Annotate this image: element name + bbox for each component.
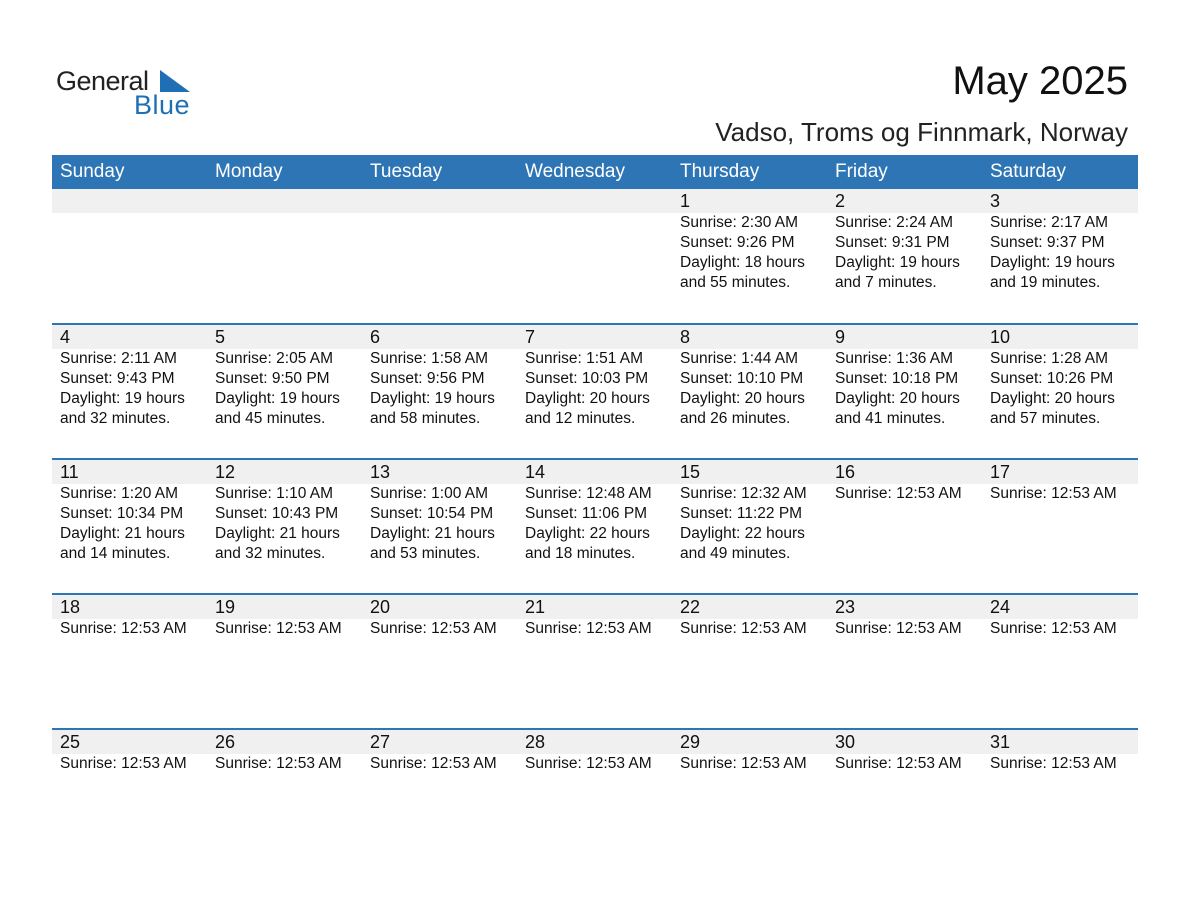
day-info-line: Sunrise: 1:20 AM — [60, 485, 179, 502]
day-cell — [827, 189, 982, 293]
day-info-line: Daylight: 19 hours — [835, 254, 960, 271]
day-number — [60, 189, 207, 213]
day-info-line: Sunset: 10:54 PM — [370, 505, 494, 522]
day-cell — [672, 595, 827, 639]
day-cell — [52, 595, 207, 639]
day-info-line: Sunset: 9:26 PM — [680, 234, 795, 251]
day-info-line: and 45 minutes. — [215, 410, 326, 427]
day-info-line: Daylight: 20 hours — [525, 390, 650, 407]
day-number: 7 — [525, 327, 536, 347]
day-number: 27 — [370, 732, 391, 752]
day-info-line: Sunrise: 1:51 AM — [525, 350, 644, 367]
day-info-line: and 14 minutes. — [60, 545, 171, 562]
day-info-line: Sunrise: 1:36 AM — [835, 350, 954, 367]
day-cell — [982, 460, 1138, 564]
day-cell — [982, 730, 1138, 774]
day-info-line: Sunset: 10:03 PM — [525, 370, 649, 387]
day-number: 25 — [60, 732, 81, 752]
day-number: 29 — [680, 732, 701, 752]
day-number: 18 — [60, 597, 81, 617]
day-info-line: Daylight: 20 hours — [680, 390, 805, 407]
day-number: 8 — [680, 327, 691, 347]
day-number: 15 — [680, 462, 701, 482]
day-info-line: Sunrise: 2:11 AM — [60, 350, 177, 367]
day-info-line: Sunrise: 12:53 AM — [215, 620, 342, 637]
day-number: 10 — [990, 327, 1011, 347]
day-number — [215, 189, 362, 213]
day-info-line: Daylight: 19 hours — [60, 390, 185, 407]
day-info-line: Sunrise: 12:48 AM — [525, 485, 652, 502]
day-info-line: Sunset: 9:37 PM — [990, 234, 1105, 251]
day-info-line: Daylight: 22 hours — [525, 525, 650, 542]
day-number: 4 — [60, 327, 71, 347]
day-info-line: Sunrise: 12:53 AM — [680, 755, 807, 772]
day-info-line: Sunrise: 12:53 AM — [835, 620, 962, 637]
day-info-line: Sunset: 10:43 PM — [215, 505, 339, 522]
day-cell — [207, 730, 362, 774]
day-info-line: and 41 minutes. — [835, 410, 946, 427]
day-number: 31 — [990, 732, 1011, 752]
day-number: 30 — [835, 732, 856, 752]
day-info-line: Sunset: 9:43 PM — [60, 370, 175, 387]
day-info-line: and 55 minutes. — [680, 274, 791, 291]
calendar-week — [52, 593, 1138, 728]
day-number: 17 — [990, 462, 1011, 482]
day-info-line: Daylight: 19 hours — [990, 254, 1115, 271]
day-info-line: and 32 minutes. — [215, 545, 326, 562]
day-cell — [827, 325, 982, 429]
weekday-thursday: Thursday — [680, 161, 760, 182]
day-info-line: and 19 minutes. — [990, 274, 1101, 291]
day-info-line: Sunrise: 1:44 AM — [680, 350, 799, 367]
day-cell — [207, 460, 362, 564]
day-cell — [362, 189, 517, 293]
day-number: 6 — [370, 327, 381, 347]
day-number: 21 — [525, 597, 546, 617]
location-subtitle: Vadso, Troms og Finnmark, Norway — [715, 117, 1128, 147]
day-info-line: Sunrise: 12:53 AM — [525, 755, 652, 772]
day-info-line: Sunset: 10:26 PM — [990, 370, 1114, 387]
day-info-line: Sunset: 9:56 PM — [370, 370, 485, 387]
day-info-line: Sunrise: 12:53 AM — [680, 620, 807, 637]
day-cell — [982, 189, 1138, 293]
day-number: 9 — [835, 327, 846, 347]
calendar — [52, 155, 1138, 863]
day-info-line: Sunset: 9:50 PM — [215, 370, 330, 387]
day-number: 3 — [990, 191, 1001, 211]
day-info-line: and 12 minutes. — [525, 410, 636, 427]
day-number: 11 — [60, 462, 79, 482]
day-cell — [517, 595, 672, 639]
day-info-line: Sunrise: 12:53 AM — [370, 620, 497, 637]
day-number: 19 — [215, 597, 236, 617]
day-info-line: Sunrise: 1:58 AM — [370, 350, 489, 367]
day-info-line: and 7 minutes. — [835, 274, 937, 291]
day-info-line: and 53 minutes. — [370, 545, 481, 562]
logo-text-general: General — [56, 66, 149, 96]
day-info-line: Sunrise: 12:53 AM — [990, 485, 1117, 502]
calendar-week — [52, 323, 1138, 458]
day-info-line: and 26 minutes. — [680, 410, 791, 427]
logo — [56, 66, 206, 122]
day-cell — [362, 325, 517, 429]
day-number: 16 — [835, 462, 856, 482]
day-info-line: Sunset: 11:22 PM — [680, 505, 803, 522]
weekday-sunday: Sunday — [60, 161, 125, 182]
day-cell — [982, 325, 1138, 429]
day-info-line: Sunset: 10:10 PM — [680, 370, 804, 387]
day-number: 13 — [370, 462, 391, 482]
logo-text-blue: Blue — [134, 90, 191, 120]
calendar-week — [52, 458, 1138, 593]
day-number: 24 — [990, 597, 1011, 617]
day-info-line: Sunset: 10:34 PM — [60, 505, 184, 522]
day-number — [525, 189, 672, 213]
weekday-monday: Monday — [215, 161, 283, 182]
day-info-line: Daylight: 21 hours — [60, 525, 185, 542]
day-cell — [827, 460, 982, 564]
day-info-line: Sunrise: 2:24 AM — [835, 214, 954, 231]
calendar-week — [52, 728, 1138, 863]
day-cell — [52, 189, 207, 293]
day-cell — [982, 595, 1138, 639]
day-number: 2 — [835, 191, 846, 211]
day-cell — [672, 460, 827, 564]
day-number: 5 — [215, 327, 226, 347]
day-cell — [517, 730, 672, 774]
weekday-saturday: Saturday — [990, 161, 1067, 182]
day-info-line: Sunrise: 12:53 AM — [215, 755, 342, 772]
day-info-line: Sunset: 10:18 PM — [835, 370, 959, 387]
weekday-wednesday: Wednesday — [525, 161, 625, 182]
day-info-line: Sunrise: 12:53 AM — [60, 620, 187, 637]
page-title: May 2025 — [952, 59, 1128, 103]
day-info-line: and 57 minutes. — [990, 410, 1101, 427]
day-info-line: Daylight: 21 hours — [370, 525, 495, 542]
day-info-line: Sunrise: 2:05 AM — [215, 350, 334, 367]
day-info-line: Daylight: 20 hours — [990, 390, 1115, 407]
day-info-line: Sunrise: 12:53 AM — [835, 485, 962, 502]
day-info-line: Sunrise: 12:53 AM — [990, 620, 1117, 637]
day-number — [370, 189, 517, 213]
day-info-line: and 32 minutes. — [60, 410, 171, 427]
day-info-line: Sunset: 9:31 PM — [835, 234, 950, 251]
day-info-line: Daylight: 19 hours — [370, 390, 495, 407]
day-info-line: Sunrise: 12:53 AM — [60, 755, 187, 772]
day-cell — [52, 730, 207, 774]
day-cell — [672, 325, 827, 429]
day-cell — [52, 325, 207, 429]
day-cell — [207, 189, 362, 293]
day-info-line: Daylight: 20 hours — [835, 390, 960, 407]
day-number: 20 — [370, 597, 391, 617]
day-info-line: and 49 minutes. — [680, 545, 791, 562]
day-info-line: Sunrise: 12:53 AM — [370, 755, 497, 772]
day-number: 1 — [680, 191, 691, 211]
day-info-line: Sunrise: 12:32 AM — [680, 485, 807, 502]
day-info-line: Sunset: 11:06 PM — [525, 505, 648, 522]
day-cell — [362, 595, 517, 639]
day-info-line: Daylight: 18 hours — [680, 254, 805, 271]
day-number: 22 — [680, 597, 701, 617]
day-cell — [517, 460, 672, 564]
day-cell — [672, 730, 827, 774]
calendar-weeks — [52, 189, 1138, 863]
day-number: 23 — [835, 597, 856, 617]
day-number: 28 — [525, 732, 546, 752]
day-info-line: Sunrise: 1:28 AM — [990, 350, 1109, 367]
weekday-tuesday: Tuesday — [370, 161, 443, 182]
day-cell — [362, 730, 517, 774]
day-number: 14 — [525, 462, 546, 482]
day-info-line: Sunrise: 12:53 AM — [525, 620, 652, 637]
day-cell — [672, 189, 827, 293]
calendar-week — [52, 189, 1138, 323]
day-cell — [207, 595, 362, 639]
day-info-line: Sunrise: 2:30 AM — [680, 214, 799, 231]
day-cell — [52, 460, 207, 564]
day-info-line: and 58 minutes. — [370, 410, 481, 427]
day-info-line: Sunrise: 12:53 AM — [835, 755, 962, 772]
day-info-line: and 18 minutes. — [525, 545, 636, 562]
day-number: 12 — [215, 462, 236, 482]
day-cell — [517, 325, 672, 429]
day-number: 26 — [215, 732, 236, 752]
day-info-line: Daylight: 19 hours — [215, 390, 340, 407]
day-info-line: Daylight: 21 hours — [215, 525, 340, 542]
day-cell — [517, 189, 672, 293]
weekday-header — [52, 155, 1138, 189]
logo-triangle-icon — [160, 70, 190, 92]
day-info-line: Sunrise: 2:17 AM — [990, 214, 1109, 231]
day-info-line: Sunrise: 1:00 AM — [370, 485, 489, 502]
weekday-friday: Friday — [835, 161, 888, 182]
day-cell — [362, 460, 517, 564]
day-info-line: Sunrise: 12:53 AM — [990, 755, 1117, 772]
day-cell — [827, 595, 982, 639]
day-info-line: Daylight: 22 hours — [680, 525, 805, 542]
day-cell — [827, 730, 982, 774]
day-cell — [207, 325, 362, 429]
day-info-line: Sunrise: 1:10 AM — [215, 485, 334, 502]
